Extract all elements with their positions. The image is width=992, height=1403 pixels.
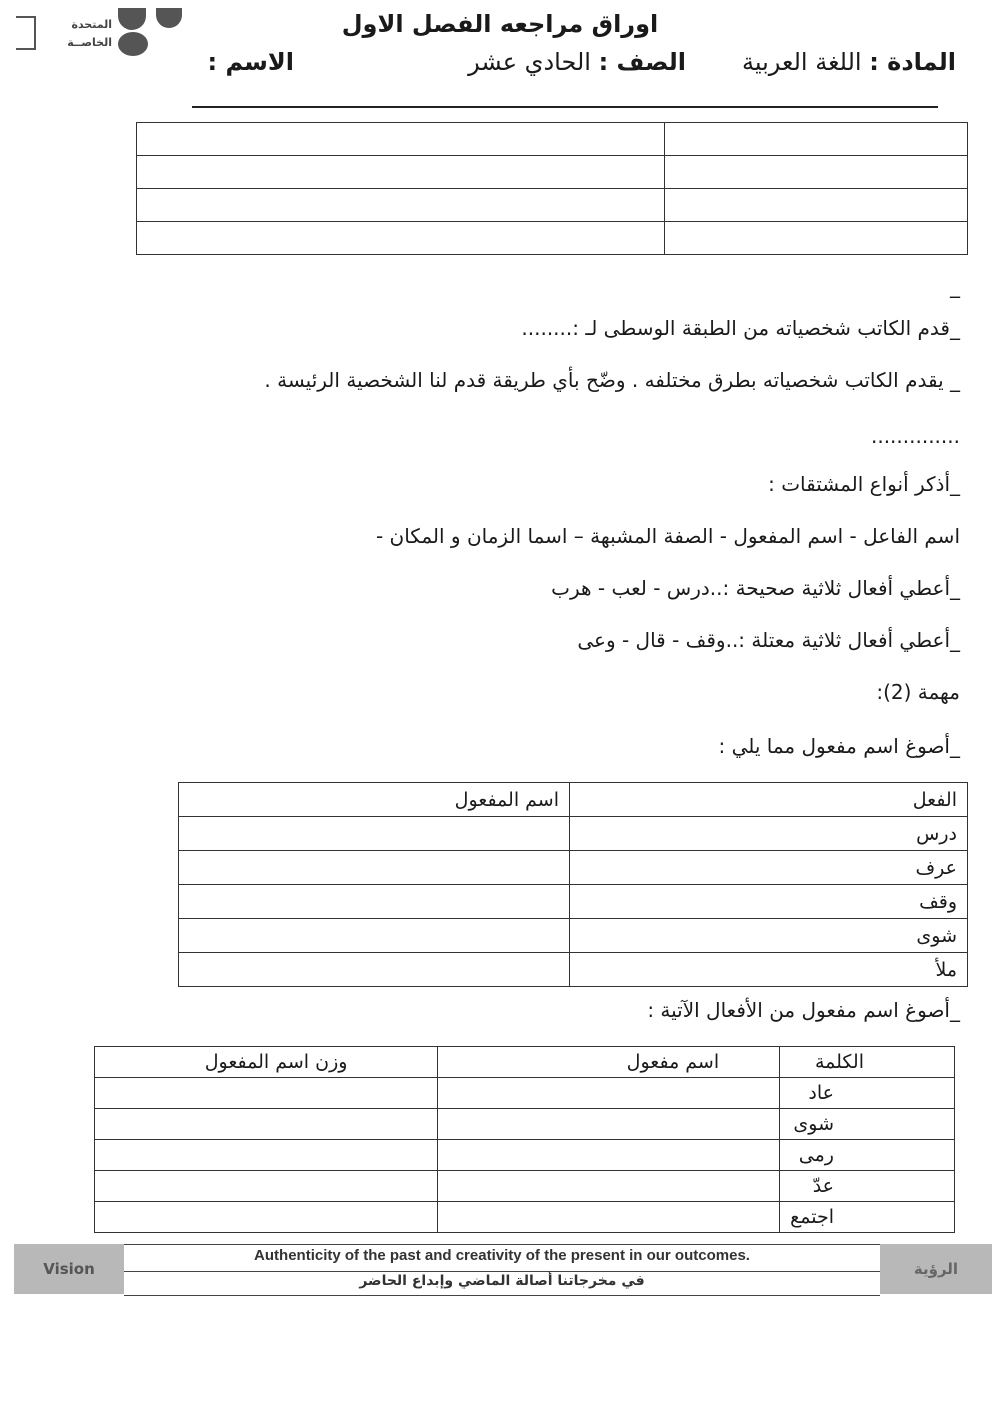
table-row [179, 885, 968, 919]
word-cell: رمى [780, 1140, 955, 1171]
motto-en: Authenticity of the past and creativity of the present in our outcomes. [124, 1247, 880, 1272]
header-verb: الفعل [570, 783, 968, 817]
verb-cell: عرف [570, 851, 968, 885]
vision-motto [124, 1244, 880, 1296]
answer-cell[interactable] [438, 1078, 780, 1109]
motto-ar: في مخرجاتنا أصالة الماضي وإبداع الحاضر [359, 1273, 645, 1289]
question-character-methods: _ يقدم الكاتب شخصياته بطرق مختلفه . وضّح بأي طريقة قدم لنا الشخصية الرئيسة . [264, 368, 960, 392]
question-weak-verbs: _أعطي أفعال ثلاثية معتلة :..وقف - قال - وعى [577, 628, 960, 652]
table-cell[interactable] [665, 123, 968, 156]
table-row [137, 189, 968, 222]
vision-label-en: Vision [14, 1244, 124, 1294]
subject-field [742, 48, 956, 76]
answer-cell[interactable] [179, 953, 570, 987]
vision-label-ar: الرؤية [880, 1244, 992, 1294]
word-cell: عدّ [780, 1171, 955, 1202]
logo-shape-icon [118, 32, 148, 56]
question-sound-verbs: _أعطي أفعال ثلاثية صحيحة :..درس - لعب - هرب [551, 576, 960, 600]
answer-cell[interactable] [95, 1202, 438, 1233]
table-cell[interactable] [665, 156, 968, 189]
header-passive: اسم مفعول [438, 1047, 780, 1078]
word-cell: شوى [780, 1109, 955, 1140]
grade-label: الصف : [598, 48, 686, 76]
table-cell[interactable] [137, 156, 665, 189]
table-row [137, 123, 968, 156]
passive-participle-table [178, 782, 968, 987]
verb-cell: ملأ [570, 953, 968, 987]
logo-shape-icon [118, 8, 146, 30]
table-row [137, 156, 968, 189]
question-form-passive-verbs: _أصوغ اسم مفعول من الأفعال الآتية : [647, 998, 960, 1022]
dash-mark: _ [950, 274, 960, 298]
passive-weight-table [94, 1046, 955, 1233]
table-cell[interactable] [665, 222, 968, 255]
table-row [179, 953, 968, 987]
word-cell: اجتمع [780, 1202, 955, 1233]
page-title: اوراق مراجعه الفصل الاول [341, 10, 659, 38]
school-logo [14, 8, 174, 56]
answer-cell[interactable] [438, 1140, 780, 1171]
table-row [179, 919, 968, 953]
table-row [95, 1202, 955, 1233]
verb-cell: شوى [570, 919, 968, 953]
word-cell: عاد [780, 1078, 955, 1109]
answer-dots: .............. [870, 424, 960, 448]
name-field [208, 48, 294, 76]
vision-footer [14, 1244, 992, 1294]
table-cell[interactable] [137, 123, 665, 156]
verb-cell: وقف [570, 885, 968, 919]
table-cell[interactable] [137, 222, 665, 255]
logo-line-1: المتحدة [71, 18, 112, 31]
answer-cell[interactable] [95, 1171, 438, 1202]
question-middle-class: _قدم الكاتب شخصياته من الطبقة الوسطى لـ :........ [521, 316, 960, 340]
logo-mark-icon [16, 16, 36, 50]
empty-table [136, 122, 968, 255]
answer-cell[interactable] [95, 1140, 438, 1171]
header-weight: وزن اسم المفعول [95, 1047, 438, 1078]
answer-cell[interactable] [438, 1109, 780, 1140]
answer-cell[interactable] [179, 851, 570, 885]
table-header-row [95, 1047, 955, 1078]
table-row [95, 1109, 955, 1140]
answer-cell[interactable] [95, 1078, 438, 1109]
table-row [179, 817, 968, 851]
table-cell[interactable] [665, 189, 968, 222]
answer-derivatives: اسم الفاعل - اسم المفعول - الصفة المشبهة – اسما الزمان و المكان - [375, 524, 960, 548]
answer-cell[interactable] [179, 885, 570, 919]
grade-field [468, 48, 686, 76]
question-derivatives: _أذكر أنواع المشتقات : [768, 472, 960, 496]
answer-cell[interactable] [179, 919, 570, 953]
answer-cell[interactable] [438, 1202, 780, 1233]
table-header-row [179, 783, 968, 817]
grade-value: الحادي عشر [468, 48, 591, 76]
verb-cell: درس [570, 817, 968, 851]
name-label: الاسم : [207, 48, 294, 76]
question-form-passive: _أصوغ اسم مفعول مما يلي : [718, 734, 960, 758]
header-divider [192, 106, 938, 108]
answer-cell[interactable] [438, 1171, 780, 1202]
task-heading: مهمة (2): [876, 680, 960, 704]
logo-shape-icon [156, 8, 182, 28]
answer-cell[interactable] [95, 1109, 438, 1140]
table-cell[interactable] [137, 189, 665, 222]
table-row [95, 1140, 955, 1171]
header-passive: اسم المفعول [179, 783, 570, 817]
header-word: الكلمة [780, 1047, 955, 1078]
table-row [179, 851, 968, 885]
subject-value: اللغة العربية [741, 48, 862, 76]
answer-cell[interactable] [179, 817, 570, 851]
table-row [95, 1078, 955, 1109]
subject-label: المادة : [869, 48, 956, 76]
logo-text [44, 16, 112, 52]
table-row [137, 222, 968, 255]
table-row [95, 1171, 955, 1202]
logo-line-2: الخاصــة [67, 36, 112, 49]
